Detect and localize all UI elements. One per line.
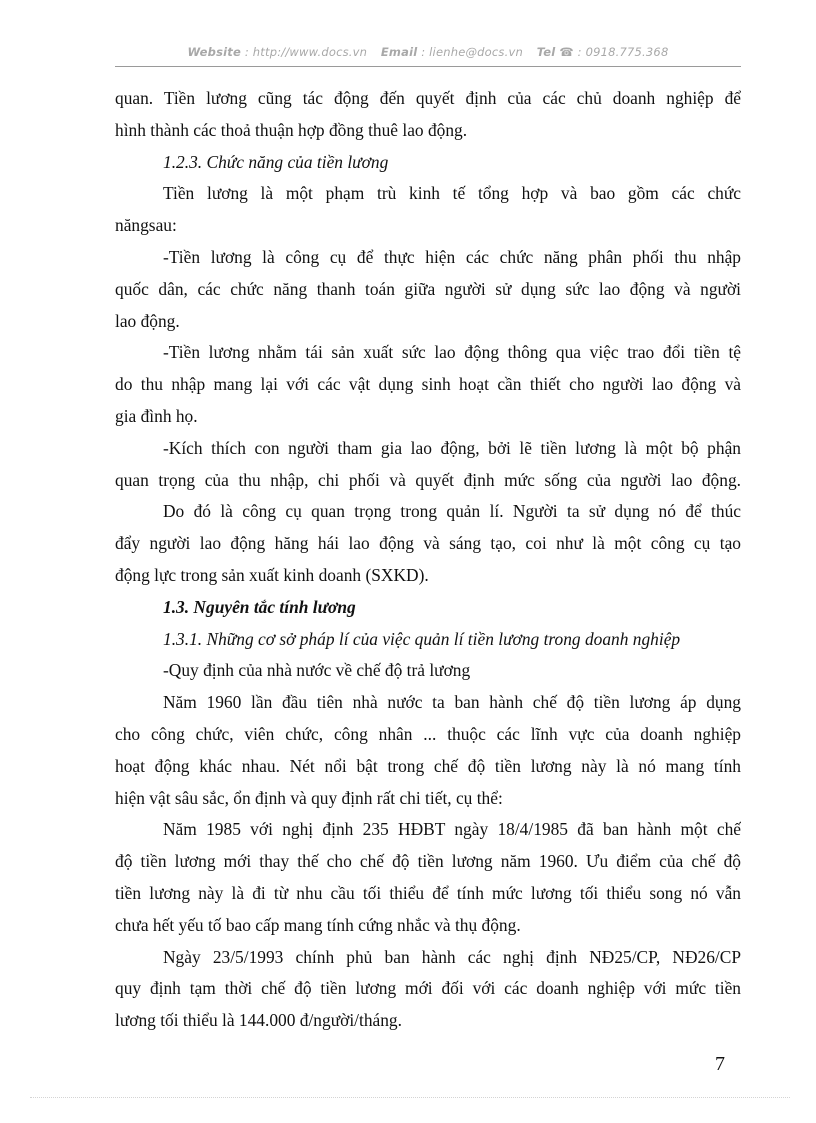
body-line: động lực trong sản xuất kinh doanh (SXKD).: [115, 564, 429, 585]
page-header: [115, 45, 741, 63]
body-line: lao động.: [115, 310, 180, 331]
phone-icon: ☎: [559, 45, 574, 59]
body-line: tiền lương này là đi từ nhu cầu tối thiểu để tính mức lương tối thiểu song nó vẫn: [115, 882, 741, 903]
body-line: hiện vật sâu sắc, ổn định và quy định rất chi tiết, cụ thể:: [115, 787, 503, 808]
body-line: lương tối thiểu là 144.000 đ/người/tháng.: [115, 1010, 402, 1031]
body-line: gia đình họ.: [115, 405, 198, 426]
tel-label: Tel: [536, 45, 556, 59]
body-line: quy định tạm thời chế độ tiền lương mới đối với các doanh nghiệp với mức tiền: [115, 978, 741, 999]
email-value: : lienhe@docs.vn: [421, 45, 523, 59]
body-line: 1.2.3. Chức năng của tiền lương: [163, 151, 389, 172]
body-line: chưa hết yếu tố bao cấp mang tính cứng nhắc và thụ động.: [115, 914, 521, 935]
body-line: -Quy định của nhà nước về chế độ trả lương: [163, 660, 471, 681]
body-line: đẩy người lao động hăng hái lao động và sáng tạo, coi như là một công cụ tạo: [115, 533, 741, 554]
body-line: cho công chức, viên chức, công nhân ... thuộc các lĩnh vực của doanh nghiệp: [115, 723, 741, 744]
body-line: Ngày 23/5/1993 chính phủ ban hành các nghị định NĐ25/CP, NĐ26/CP: [163, 946, 741, 967]
body-line: hình thành các thoả thuận hợp đồng thuê lao động.: [115, 119, 468, 140]
section-heading: 1.3. Nguyên tắc tính lương: [163, 596, 356, 617]
body-line: hoạt động khác nhau. Nét nổi bật trong chế độ tiền lương này là nó mang tính: [115, 755, 741, 776]
body-line: độ tiền lương mới thay thế cho chế độ tiền lương năm 1960. Ưu điểm của chế độ: [115, 851, 741, 872]
body-line: năngsau:: [115, 215, 177, 236]
footer-rule: [30, 1097, 790, 1098]
body-line: quan. Tiền lương cũng tác động đến quyết định của các chủ doanh nghiệp để: [115, 88, 741, 108]
subsection-heading: 1.3.1. Những cơ sở pháp lí của việc quản lí tiền lương trong doanh nghiệp: [163, 628, 681, 649]
body-line: -Tiền lương nhằm tái sản xuất sức lao động thông qua việc trao đổi tiền tệ: [163, 342, 741, 363]
header-rule: [115, 66, 741, 67]
body-line: quan trọng của thu nhập, chi phối và quyết định mức sống của người lao động.: [115, 469, 741, 490]
website-label: Website: [187, 45, 241, 59]
body-line: -Tiền lương là công cụ để thực hiện các chức năng phân phối thu nhập: [163, 246, 741, 267]
body-line: -Kích thích con người tham gia lao động, bởi lẽ tiền lương là một bộ phận: [163, 437, 741, 458]
page-number: 7: [715, 1053, 725, 1075]
body-text: [115, 83, 741, 1037]
body-line: do thu nhập mang lại với các vật dụng sinh hoạt cần thiết cho người lao động và: [115, 374, 741, 395]
body-line: Năm 1985 với nghị định 235 HĐBT ngày 18/4/1985 đã ban hành một chế: [163, 819, 741, 840]
website-value: : http://www.docs.vn: [244, 45, 368, 59]
body-line: quốc dân, các chức năng thanh toán giữa người sử dụng sức lao động và người: [115, 278, 741, 299]
body-line: Do đó là công cụ quan trọng trong quản lí. Người ta sử dụng nó để thúc: [163, 501, 741, 522]
body-line: Tiền lương là một phạm trù kinh tế tổng hợp và bao gồm các chức: [163, 183, 741, 204]
tel-value: : 0918.775.368: [577, 45, 669, 59]
body-line: Năm 1960 lần đầu tiên nhà nước ta ban hành chế độ tiền lương áp dụng: [163, 692, 741, 713]
email-label: Email: [380, 45, 418, 59]
